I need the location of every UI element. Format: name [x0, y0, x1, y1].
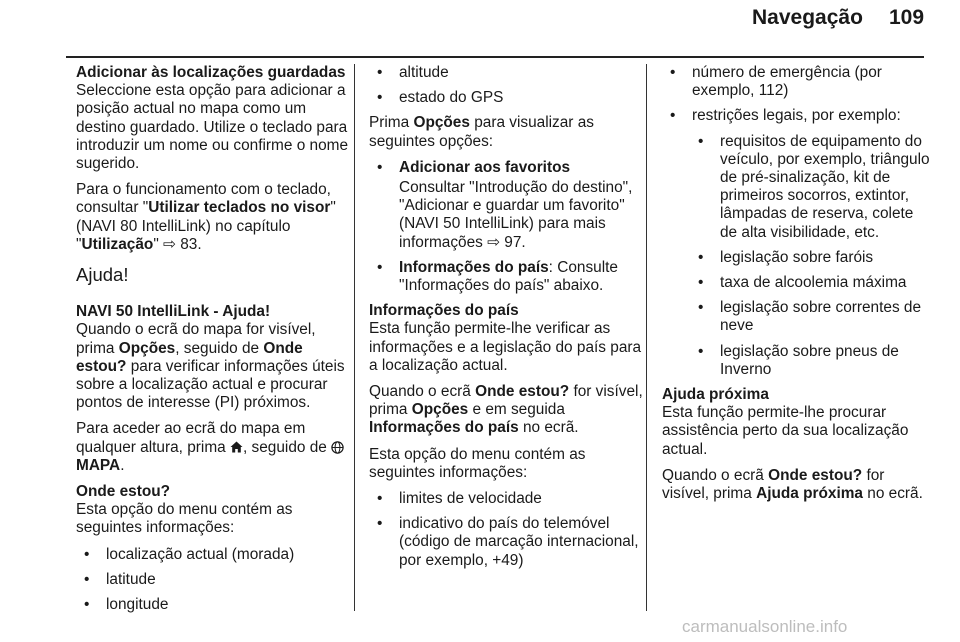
bullet-list	[662, 64, 932, 379]
list-item	[369, 259, 644, 295]
text: Para aceder ao ecrã do mapa em qualquer altura, prima	[76, 420, 306, 456]
text: Prima	[369, 114, 414, 132]
option-title: • Adicionar aos favoritos	[399, 158, 571, 176]
column-1	[76, 64, 350, 621]
header-rule	[66, 56, 924, 58]
column-3	[662, 64, 932, 511]
option-text: Consultar "Introdução do destino", "Adicionar e guardar um favorito" (NAVI 50 IntelliLink) para mais informações ⇨ 97.	[399, 179, 633, 251]
bold-term: Utilização	[81, 235, 154, 253]
list-item: • limites de velocidade	[369, 490, 644, 508]
text: Quando o ecrã do mapa for visível, prima	[76, 321, 316, 357]
paragraph	[76, 420, 350, 475]
section-heading: Ajuda!	[76, 264, 129, 286]
paragraph: Esta função permite-lhe verificar as informações e a legislação do país para a localização actual.	[369, 320, 642, 374]
text: no ecrã.	[518, 419, 579, 437]
paragraph	[662, 467, 932, 503]
text: para verificar informações úteis sobre a localização actual e procurar pontos de interesse (PI) próximos.	[76, 357, 345, 412]
bold-term: Opções	[118, 339, 176, 357]
paragraph: Seleccione esta opção para adicionar a posição actual no mapa como um destino guardado. Utilize o teclado para introduzir um nome ou confirme o nome sugerido.	[76, 82, 349, 173]
list-item: • legislação sobre pneus de Inverno	[692, 343, 932, 379]
text: Quando o ecrã	[369, 383, 476, 401]
paragraph: Esta opção do menu contém as seguintes informações:	[76, 501, 293, 537]
paragraph	[76, 181, 350, 254]
page-header-title: Navegação	[752, 6, 863, 29]
bold-term: Onde estou?	[475, 383, 570, 401]
list-item: • legislação sobre correntes de neve	[692, 299, 932, 335]
paragraph: Esta função permite-lhe procurar assistência perto da sua localização actual.	[662, 404, 909, 458]
list-item: • altitude	[369, 64, 644, 82]
column-divider-2	[646, 64, 647, 611]
text: no ecrã.	[862, 485, 923, 503]
paragraph	[76, 321, 350, 412]
nested-bullet-list	[692, 133, 932, 379]
list-item-text: restrições legais, por exemplo:	[692, 107, 901, 125]
bold-term: Opções	[413, 114, 470, 132]
text: , seguido de	[243, 438, 332, 456]
list-item: • latitude	[76, 571, 350, 589]
bold-term: Informações do país	[369, 419, 519, 437]
bold-term: Onde estou?	[768, 466, 863, 484]
text: , seguido de	[175, 339, 264, 357]
list-item	[369, 159, 644, 252]
bold-term: Onde estou?	[76, 339, 303, 375]
text: e em seguida	[468, 401, 565, 419]
paragraph	[369, 383, 644, 438]
list-item: • requisitos de equipamento do veículo, por exemplo, triângulo de pré-sinalização, kit de primeiros socorros, extintor, lâmpadas de reserva, colete de alta visibilidade, etc.	[692, 133, 932, 242]
text: Para o funcionamento com o teclado, consultar "	[76, 181, 331, 217]
text: Quando o ecrã	[662, 466, 769, 484]
section-title: Adicionar às localizações guardadas	[76, 64, 346, 81]
bullet-list	[369, 64, 644, 107]
paragraph	[369, 114, 644, 150]
list-item: • estado do GPS	[369, 89, 644, 107]
home-icon	[230, 439, 243, 456]
bullet-list	[76, 546, 350, 615]
page-number: 109	[889, 6, 925, 29]
list-item: • localização actual (morada)	[76, 546, 350, 564]
list-item: • legislação sobre faróis	[692, 249, 932, 267]
section-title: Informações do país	[369, 302, 519, 320]
column-divider-1	[354, 64, 355, 611]
options-list	[369, 159, 644, 295]
section-title: Onde estou?	[76, 483, 171, 501]
bold-term: Ajuda próxima	[756, 485, 863, 503]
paragraph: Esta opção do menu contém as seguintes informações:	[369, 445, 586, 481]
option-title: Informações do país	[399, 258, 549, 276]
list-item	[662, 107, 932, 379]
text: for visível, prima	[662, 466, 885, 503]
text: " (NAVI 80 IntelliLink) no capítulo "	[76, 199, 336, 253]
bold-term: Utilizar teclados no visor	[148, 199, 331, 217]
text: .	[120, 456, 125, 474]
list-item: • indicativo do país do telemóvel (código de marcação internacional, por exemplo, +49)	[369, 515, 644, 570]
section-title: Ajuda próxima	[662, 386, 769, 404]
list-item: • longitude	[76, 596, 350, 614]
bold-term: Opções	[411, 401, 469, 419]
bold-term: MAPA	[76, 456, 121, 474]
column-2	[369, 64, 644, 577]
watermark: carmanualsonline.info	[682, 617, 848, 636]
bullet-list	[369, 490, 644, 570]
list-item: • número de emergência (por exemplo, 112)	[662, 64, 932, 100]
globe-icon	[331, 439, 344, 456]
page-reference: " ⇨ 83.	[153, 235, 202, 253]
option-text: : Consulte "Informações do país" abaixo.	[399, 258, 618, 295]
list-item: • taxa de alcoolemia máxima	[692, 274, 932, 292]
text: para visualizar as seguintes opções:	[369, 114, 594, 150]
text: for visível, prima	[369, 383, 643, 419]
section-title: NAVI 50 IntelliLink - Ajuda!	[76, 303, 271, 321]
